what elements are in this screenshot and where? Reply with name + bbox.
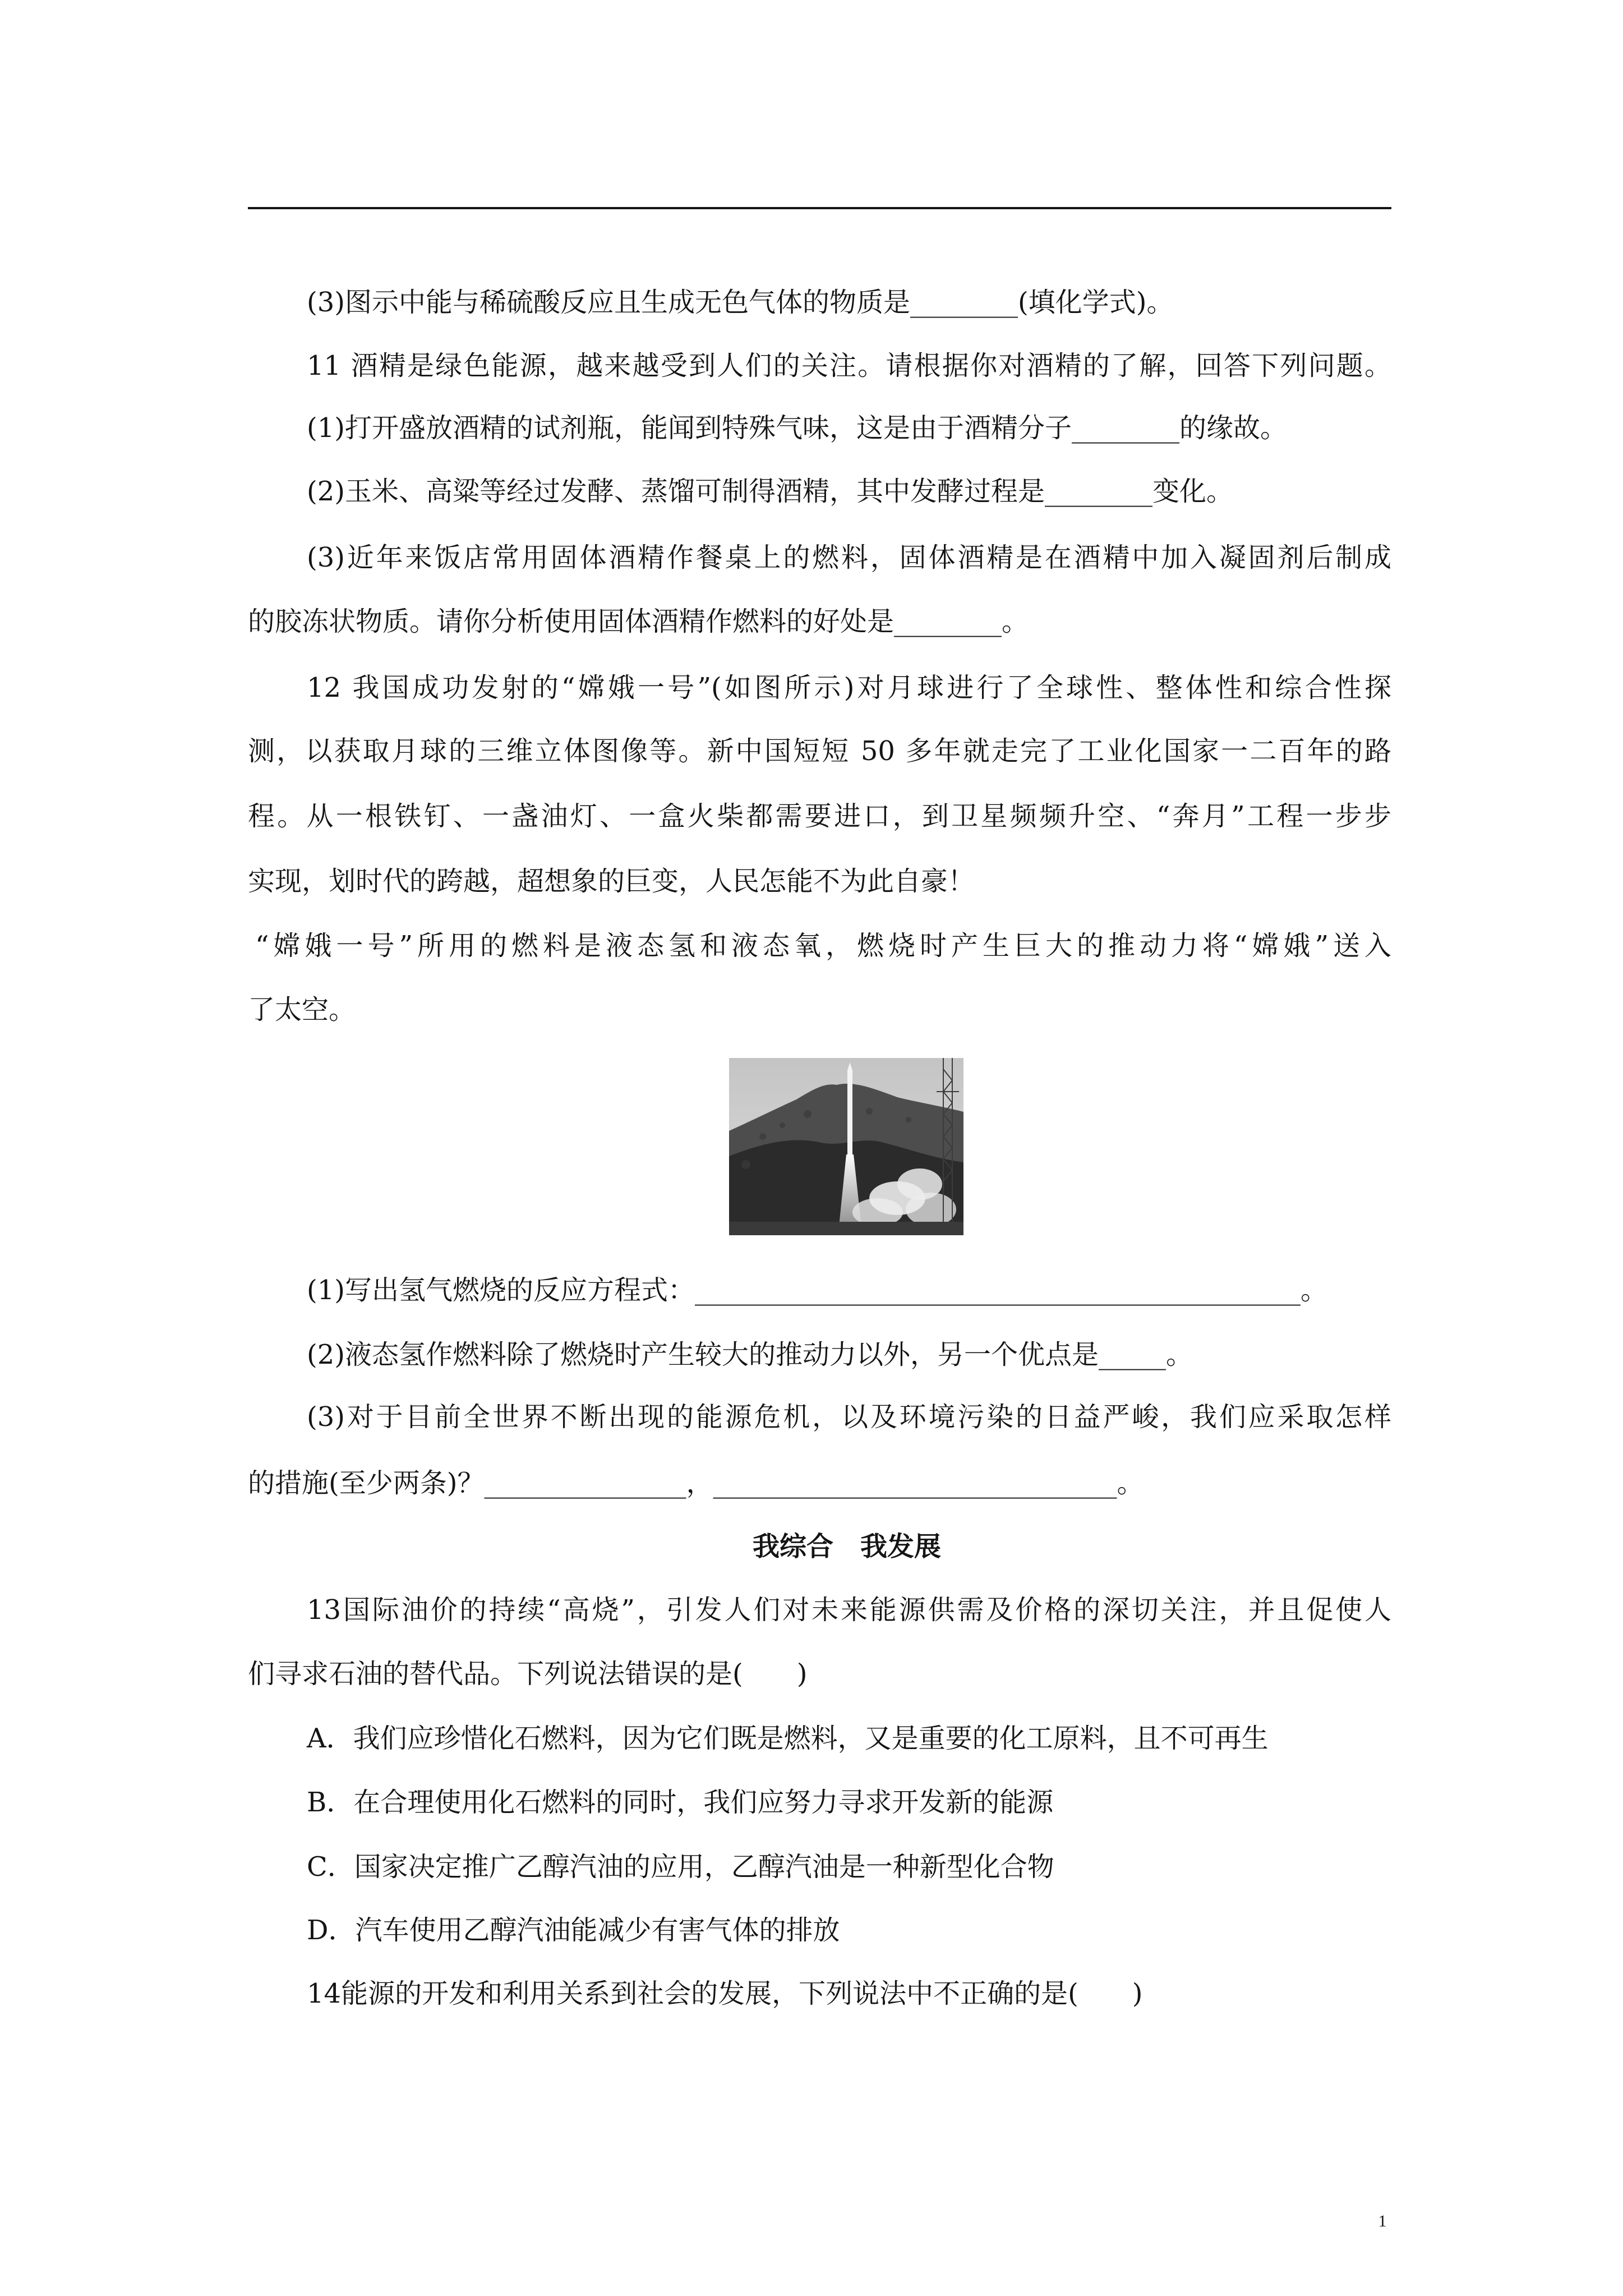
q13-option-b: B．在合理使用化石燃料的同时，我们应努力寻求开发新的能源 <box>307 1787 1054 1818</box>
q12-stem-line3: 程。从一根铁钉、一盏油灯、一盒火柴都需要进口，到卫星频频升空、“奔月”工程一步步 <box>248 800 1391 832</box>
q12-fuel-line1: “嫦娥一号”所用的燃料是液态氢和液态氧，燃烧时产生巨大的推动力将“嫦娥”送入 <box>255 930 1391 961</box>
q12-part1: (1)写出氢气燃烧的反应方程式：_____________________________________________。 <box>307 1274 1327 1306</box>
q12-part3-line2: 的措施(至少两条)？_______________，______________________________。 <box>248 1467 1144 1499</box>
q11-stem: 11 酒精是绿色能源，越来越受到人们的关注。请根据你对酒精的了解，回答下列问题。 <box>307 350 1391 381</box>
q12-stem-line2: 测，以获取月球的三维立体图像等。新中国短短 50 多年就走完了工业化国家一二百年的路 <box>248 735 1391 767</box>
q14-stem: 14能源的开发和利用关系到社会的发展，下列说法中不正确的是( ) <box>307 1978 1143 2009</box>
q13-stem-line2: 们寻求石油的替代品。下列说法错误的是( ) <box>248 1658 808 1690</box>
q10-part3: (3)图示中能与稀硫酸反应且生成无色气体的物质是________(填化学式)。 <box>307 287 1174 318</box>
q12-stem-line1: 12 我国成功发射的“嫦娥一号”(如图所示)对月球进行了全球性、整体性和综合性探 <box>307 672 1391 703</box>
q12-part2: (2)液态氢作燃料除了燃烧时产生较大的推动力以外，另一个优点是_____。 <box>307 1339 1193 1370</box>
q12-stem-line4: 实现，划时代的跨越，超想象的巨变，人民怎能不为此自豪！ <box>248 866 975 897</box>
rocket-launch-photo <box>729 1058 963 1235</box>
section-heading: 我综合 我发展 <box>752 1531 941 1562</box>
page-number: 1 <box>1378 2212 1387 2230</box>
q12-fuel-line2: 了太空。 <box>248 994 356 1025</box>
q13-option-a: A．我们应珍惜化石燃料，因为它们既是燃料，又是重要的化工原料，且不可再生 <box>307 1723 1269 1754</box>
q11-part3-line1: (3)近年来饭店常用固体酒精作餐桌上的燃料，固体酒精是在酒精中加入凝固剂后制成 <box>307 542 1391 573</box>
q13-option-d: D．汽车使用乙醇汽油能减少有害气体的排放 <box>307 1915 840 1946</box>
q13-option-c: C．国家决定推广乙醇汽油的应用，乙醇汽油是一种新型化合物 <box>307 1851 1054 1883</box>
q13-stem-line1: 13国际油价的持续“高烧”，引发人们对未来能源供需及价格的深切关注，并且促使人 <box>307 1594 1391 1626</box>
q11-part2: (2)玉米、高粱等经过发酵、蒸馏可制得酒精，其中发酵过程是________变化。 <box>307 476 1233 507</box>
q11-part3-line2: 的胶冻状物质。请你分析使用固体酒精作燃料的好处是________。 <box>248 606 1029 637</box>
q11-part1: (1)打开盛放酒精的试剂瓶，能闻到特殊气味，这是由于酒精分子________的缘故。 <box>307 412 1287 444</box>
header-rule <box>248 207 1391 209</box>
q12-part3-line1: (3)对于目前全世界不断出现的能源危机，以及环境污染的日益严峻，我们应采取怎样 <box>307 1401 1391 1433</box>
